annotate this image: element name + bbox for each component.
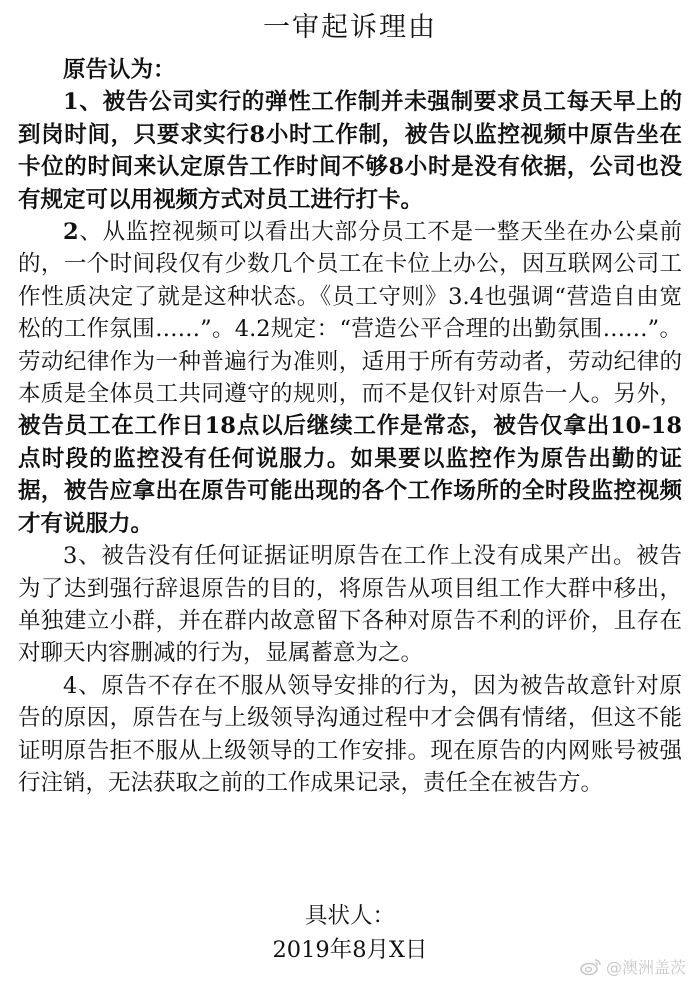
signature-label: 具状人：	[304, 903, 395, 929]
watermark	[580, 955, 686, 978]
paragraph-2	[18, 216, 682, 540]
document-title: 一审起诉理由	[263, 12, 437, 43]
watermark-text: @澳洲盖茨	[605, 958, 686, 977]
paragraph-2-emphasis: 被告员工在工作日18点以后继续工作是常态，被告仅拿出10-18点时段的监控没有任何说服力。如果要以监控作为原告出勤的证据，被告应拿出在原告可能出现的各个工作场所的全时段监控视频才有说服力。	[18, 413, 682, 537]
intro-line: 原告认为：	[63, 57, 176, 83]
paragraph-4: 4、原告不存在不服从领导安排的行为，因为被告故意针对原告的原因，原告在与上级领导沟通过程中才会偶有情绪，但这不能证明原告拒不服从上级领导的工作安排。现在原告的内网账号被强行注销，无法获取之前的工作成果记录，责任全在被告方。	[18, 672, 682, 796]
paragraph-3: 3、被告没有任何证据证明原告在工作上没有成果产出。被告为了达到强行辞退原告的目的，将原告从项目组工作大群中移出，单独建立小群，并在群内故意留下各种对原告不利的评价，且存在对聊天内容删减的行为，显属蓄意为之。	[18, 543, 682, 667]
weibo-icon	[580, 958, 602, 976]
signature-date: 2019年8月X日	[272, 937, 428, 963]
paragraph-2-number: 2	[63, 219, 79, 246]
paragraph-2-text: 、从监控视频可以看出大部分员工不是一整天坐在办公桌前的，一个时间段仅有少数几个员工在卡位上办公，因互联网公司工作性质决定了就是这种状态。《员工守则》3.4也强调“营造自由宽松的工作氛围……”。4.2规定：“营造公平合理的出勤氛围……”。劳动纪律作为一种普遍行为准则，适用于所有劳动者，劳动纪律的本质是全体员工共同遵守的规则，而不是仅针对原告一人。另外，	[18, 219, 682, 408]
paragraph-1: 1、被告公司实行的弹性工作制并未强制要求员工每天早上的到岗时间，只要求实行8小时工作制，被告以监控视频中原告坐在卡位的时间来认定原告工作时间不够8小时是没有依据，公司也没有规定可以用视频方式对员工进行打卡。	[18, 89, 682, 213]
document-body	[18, 54, 682, 799]
